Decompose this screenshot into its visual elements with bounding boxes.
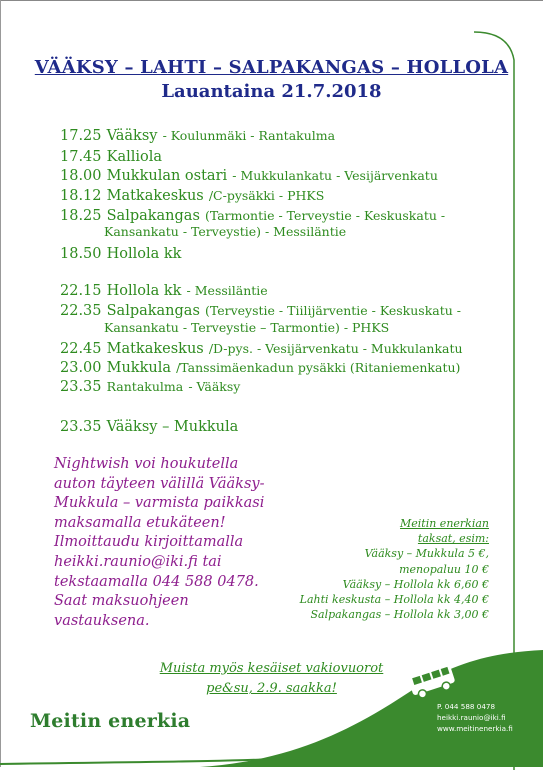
note-line: vastauksena. bbox=[54, 612, 150, 629]
route-details: (Terveystie - Tiilijärventie - Keskuskatu - bbox=[204, 303, 462, 318]
route-details-continued: Kansankatu - Terveystie) - Messiläntie bbox=[104, 224, 347, 239]
stop-name: Mukkula bbox=[106, 360, 171, 376]
schedule-row bbox=[60, 280, 268, 299]
note-line-phone: tekstaamalla 044 588 0478. bbox=[54, 573, 259, 590]
date-title: Lauantaina 21.7.2018 bbox=[161, 81, 382, 102]
schedule-row bbox=[60, 357, 460, 376]
reminder-text: pe&su, 2.9. saakka! bbox=[206, 681, 337, 696]
fare-line: Lahti keskusta – Hollola kk 4,40 € bbox=[299, 593, 489, 607]
schedule-row bbox=[60, 300, 461, 319]
route-details: - Koulunmäki - Rantakulma bbox=[162, 128, 336, 143]
stop-name: Matkakeskus bbox=[106, 341, 204, 357]
schedule-row bbox=[60, 185, 324, 204]
route-details: (Tarmontie - Terveystie - Keskuskatu - bbox=[204, 208, 446, 223]
route-details-continued: Kansankatu - Terveystie – Tarmontie) - PHKS bbox=[104, 320, 390, 335]
bus-icon bbox=[404, 661, 462, 701]
schedule-row bbox=[60, 125, 335, 144]
stop-name: Vääksy – Mukkula bbox=[106, 419, 239, 435]
stop-name: Matkakeskus bbox=[106, 188, 204, 204]
stop-name: Vääksy bbox=[106, 128, 158, 144]
brand-logo-text: Meitin enerkia bbox=[30, 710, 191, 732]
contact-phone: P. 044 588 0478 bbox=[437, 702, 496, 711]
departure-time: 22.45 bbox=[60, 341, 102, 357]
schedule-row bbox=[60, 205, 445, 224]
stop-name: Hollola kk bbox=[106, 283, 182, 299]
fare-line: menopaluu 10 € bbox=[399, 562, 489, 576]
note-line-email: heikki.raunio@iki.fi tai bbox=[54, 553, 222, 570]
departure-time: 22.35 bbox=[60, 303, 102, 319]
stop-name: Hollola kk bbox=[106, 246, 182, 262]
note-line: maksamalla etukäteen! bbox=[54, 514, 226, 531]
stop-name: Salpakangas bbox=[106, 208, 200, 224]
stop-name: Rantakulma bbox=[106, 379, 184, 394]
note-line: auton täyteen välillä Vääksy- bbox=[54, 475, 265, 492]
route-details: /D-pys. - Vesijärvenkatu - Mukkulankatu bbox=[208, 341, 463, 356]
fare-line: Vääksy – Hollola kk 6,60 € bbox=[342, 577, 489, 591]
booking-note bbox=[54, 455, 284, 631]
departure-time: 17.45 bbox=[60, 149, 102, 165]
departure-time: 23.35 bbox=[60, 419, 102, 435]
departure-time: 18.50 bbox=[60, 246, 102, 262]
route-details: /Tanssimäenkadun pysäkki (Ritaniemenkatu) bbox=[176, 360, 461, 375]
fare-line: Salpakangas – Hollola kk 3,00 € bbox=[310, 608, 489, 622]
schedule-row bbox=[60, 416, 238, 435]
reminder-text: Muista myös kesäiset vakiovuorot bbox=[159, 661, 384, 676]
fares-title: Meitin enerkian bbox=[400, 517, 489, 530]
fares-subtitle: taksat, esim: bbox=[417, 532, 489, 546]
route-details: - Vääksy bbox=[188, 379, 241, 394]
schedule-row bbox=[60, 243, 181, 262]
note-line: Nightwish voi houkutella bbox=[54, 456, 239, 472]
stop-name: Kalliola bbox=[106, 149, 163, 165]
route-details: - Messiläntie bbox=[186, 283, 268, 298]
schedule-row bbox=[60, 165, 438, 184]
schedule-row bbox=[60, 338, 463, 357]
departure-time: 22.15 bbox=[60, 283, 102, 299]
departure-time: 18.25 bbox=[60, 208, 102, 224]
note-line: Mukkula – varmista paikkasi bbox=[54, 495, 265, 512]
departure-time: 23.35 bbox=[60, 379, 102, 395]
departure-time: 18.00 bbox=[60, 168, 102, 184]
route-title: VÄÄKSY – LAHTI – SALPAKANGAS – HOLLOLA bbox=[34, 57, 509, 78]
stop-name: Salpakangas bbox=[106, 303, 200, 319]
note-line: Saat maksuohjeen bbox=[54, 593, 189, 610]
contact-info bbox=[437, 701, 513, 734]
departure-time: 23.00 bbox=[60, 360, 102, 376]
route-details: - Mukkulankatu - Vesijärvenkatu bbox=[232, 168, 438, 183]
departure-time: 17.25 bbox=[60, 128, 102, 144]
fare-line: Vääksy – Mukkula 5 €, bbox=[364, 547, 489, 561]
schedule-row bbox=[60, 376, 240, 395]
stop-name: Mukkulan ostari bbox=[106, 168, 228, 184]
departure-time: 18.12 bbox=[60, 188, 102, 204]
schedule-row bbox=[60, 146, 162, 165]
contact-email: heikki.raunio@iki.fi bbox=[437, 713, 506, 722]
fares-box bbox=[259, 516, 489, 622]
route-details: /C-pysäkki - PHKS bbox=[208, 188, 325, 203]
page-top-border bbox=[0, 0, 543, 1]
contact-web: www.meitinenerkia.fi bbox=[437, 724, 513, 733]
note-line: Ilmoittaudu kirjoittamalla bbox=[54, 534, 244, 551]
